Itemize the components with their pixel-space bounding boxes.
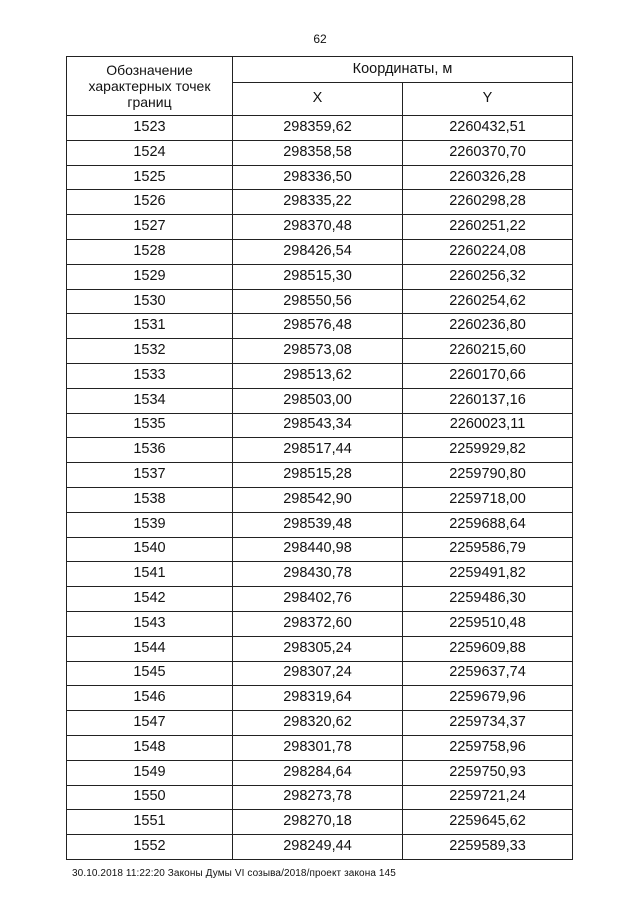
table-row bbox=[67, 363, 573, 388]
y-coordinate-cell: 2259718,00 bbox=[403, 487, 573, 512]
point-id-cell: 1541 bbox=[67, 562, 233, 587]
y-coordinate-cell: 2259589,33 bbox=[403, 835, 573, 860]
table-row bbox=[67, 165, 573, 190]
x-coordinate-cell: 298335,22 bbox=[233, 190, 403, 215]
y-coordinate-cell: 2259637,74 bbox=[403, 661, 573, 686]
point-id-cell: 1548 bbox=[67, 735, 233, 760]
table-row bbox=[67, 562, 573, 587]
x-coordinate-cell: 298359,62 bbox=[233, 116, 403, 141]
x-coordinate-cell: 298542,90 bbox=[233, 487, 403, 512]
y-coordinate-cell: 2259645,62 bbox=[403, 810, 573, 835]
table-row bbox=[67, 661, 573, 686]
y-coordinate-cell: 2260370,70 bbox=[403, 140, 573, 165]
y-coordinate-cell: 2260251,22 bbox=[403, 215, 573, 240]
y-coordinate-cell: 2259790,80 bbox=[403, 463, 573, 488]
table-row bbox=[67, 636, 573, 661]
point-id-cell: 1533 bbox=[67, 363, 233, 388]
table-row bbox=[67, 264, 573, 289]
table-row bbox=[67, 686, 573, 711]
point-id-cell: 1527 bbox=[67, 215, 233, 240]
table-row bbox=[67, 835, 573, 860]
point-id-cell: 1532 bbox=[67, 339, 233, 364]
table-row bbox=[67, 413, 573, 438]
y-coordinate-cell: 2259734,37 bbox=[403, 711, 573, 736]
point-id-cell: 1524 bbox=[67, 140, 233, 165]
point-id-cell: 1547 bbox=[67, 711, 233, 736]
y-coordinate-cell: 2260254,62 bbox=[403, 289, 573, 314]
table-row bbox=[67, 487, 573, 512]
y-coordinate-cell: 2260023,11 bbox=[403, 413, 573, 438]
table-row bbox=[67, 239, 573, 264]
table-row bbox=[67, 215, 573, 240]
y-coordinate-cell: 2260215,60 bbox=[403, 339, 573, 364]
x-coordinate-cell: 298539,48 bbox=[233, 512, 403, 537]
coordinates-table bbox=[66, 56, 573, 860]
x-coordinate-cell: 298358,58 bbox=[233, 140, 403, 165]
x-coordinate-cell: 298576,48 bbox=[233, 314, 403, 339]
x-coordinate-cell: 298503,00 bbox=[233, 388, 403, 413]
table-body bbox=[67, 116, 573, 860]
y-coordinate-cell: 2260236,80 bbox=[403, 314, 573, 339]
x-coordinate-cell: 298515,28 bbox=[233, 463, 403, 488]
x-coordinate-cell: 298402,76 bbox=[233, 587, 403, 612]
x-coordinate-cell: 298543,34 bbox=[233, 413, 403, 438]
point-id-cell: 1531 bbox=[67, 314, 233, 339]
point-id-cell: 1535 bbox=[67, 413, 233, 438]
x-coordinate-cell: 298307,24 bbox=[233, 661, 403, 686]
table-row bbox=[67, 190, 573, 215]
page-number: 62 bbox=[313, 32, 327, 46]
x-coordinate-cell: 298320,62 bbox=[233, 711, 403, 736]
table-row bbox=[67, 289, 573, 314]
y-coordinate-cell: 2260256,32 bbox=[403, 264, 573, 289]
x-coordinate-cell: 298440,98 bbox=[233, 537, 403, 562]
point-id-cell: 1550 bbox=[67, 785, 233, 810]
table-row bbox=[67, 760, 573, 785]
x-coordinate-cell: 298372,60 bbox=[233, 611, 403, 636]
table-row bbox=[67, 116, 573, 141]
y-coordinate-cell: 2259721,24 bbox=[403, 785, 573, 810]
table-row bbox=[67, 314, 573, 339]
x-coordinate-cell: 298305,24 bbox=[233, 636, 403, 661]
x-coordinate-cell: 298426,54 bbox=[233, 239, 403, 264]
x-coordinate-cell: 298284,64 bbox=[233, 760, 403, 785]
point-id-cell: 1528 bbox=[67, 239, 233, 264]
table-row bbox=[67, 735, 573, 760]
y-coordinate-cell: 2259750,93 bbox=[403, 760, 573, 785]
table-row bbox=[67, 438, 573, 463]
y-coordinate-cell: 2260326,28 bbox=[403, 165, 573, 190]
table-row bbox=[67, 463, 573, 488]
y-coordinate-cell: 2259929,82 bbox=[403, 438, 573, 463]
table-row bbox=[67, 512, 573, 537]
y-coordinate-cell: 2260224,08 bbox=[403, 239, 573, 264]
y-coordinate-cell: 2259586,79 bbox=[403, 537, 573, 562]
table-row bbox=[67, 611, 573, 636]
y-coordinate-cell: 2260298,28 bbox=[403, 190, 573, 215]
x-coordinate-cell: 298336,50 bbox=[233, 165, 403, 190]
point-id-cell: 1538 bbox=[67, 487, 233, 512]
point-id-cell: 1542 bbox=[67, 587, 233, 612]
x-coordinate-cell: 298270,18 bbox=[233, 810, 403, 835]
table-row bbox=[67, 810, 573, 835]
x-column-header: X bbox=[233, 83, 403, 116]
point-id-cell: 1529 bbox=[67, 264, 233, 289]
coordinates-header: Координаты, м bbox=[233, 57, 573, 83]
point-id-cell: 1525 bbox=[67, 165, 233, 190]
table-row bbox=[67, 785, 573, 810]
point-id-cell: 1546 bbox=[67, 686, 233, 711]
point-id-cell: 1526 bbox=[67, 190, 233, 215]
x-coordinate-cell: 298517,44 bbox=[233, 438, 403, 463]
document-footer: 30.10.2018 11:22:20 Законы Думы VI созыва/2018/проект закона 145 bbox=[72, 868, 396, 879]
x-coordinate-cell: 298319,64 bbox=[233, 686, 403, 711]
table-row bbox=[67, 339, 573, 364]
x-coordinate-cell: 298301,78 bbox=[233, 735, 403, 760]
point-id-cell: 1551 bbox=[67, 810, 233, 835]
y-coordinate-cell: 2260170,66 bbox=[403, 363, 573, 388]
x-coordinate-cell: 298573,08 bbox=[233, 339, 403, 364]
x-coordinate-cell: 298249,44 bbox=[233, 835, 403, 860]
y-coordinate-cell: 2259486,30 bbox=[403, 587, 573, 612]
x-coordinate-cell: 298550,56 bbox=[233, 289, 403, 314]
table-header bbox=[67, 57, 573, 116]
point-id-cell: 1539 bbox=[67, 512, 233, 537]
point-id-cell: 1549 bbox=[67, 760, 233, 785]
x-coordinate-cell: 298430,78 bbox=[233, 562, 403, 587]
table-row bbox=[67, 140, 573, 165]
point-id-cell: 1536 bbox=[67, 438, 233, 463]
y-column-header: Y bbox=[403, 83, 573, 116]
table-row bbox=[67, 587, 573, 612]
table-row bbox=[67, 388, 573, 413]
x-coordinate-cell: 298513,62 bbox=[233, 363, 403, 388]
x-coordinate-cell: 298515,30 bbox=[233, 264, 403, 289]
y-coordinate-cell: 2259758,96 bbox=[403, 735, 573, 760]
y-coordinate-cell: 2259679,96 bbox=[403, 686, 573, 711]
point-id-cell: 1545 bbox=[67, 661, 233, 686]
y-coordinate-cell: 2259510,48 bbox=[403, 611, 573, 636]
table-row bbox=[67, 711, 573, 736]
point-id-cell: 1544 bbox=[67, 636, 233, 661]
x-coordinate-cell: 298273,78 bbox=[233, 785, 403, 810]
y-coordinate-cell: 2259609,88 bbox=[403, 636, 573, 661]
point-id-cell: 1552 bbox=[67, 835, 233, 860]
point-id-cell: 1530 bbox=[67, 289, 233, 314]
y-coordinate-cell: 2259688,64 bbox=[403, 512, 573, 537]
point-designation-header: Обозначение характерных точек границ bbox=[67, 57, 233, 116]
table-row bbox=[67, 537, 573, 562]
y-coordinate-cell: 2260432,51 bbox=[403, 116, 573, 141]
point-id-cell: 1523 bbox=[67, 116, 233, 141]
y-coordinate-cell: 2259491,82 bbox=[403, 562, 573, 587]
point-id-cell: 1543 bbox=[67, 611, 233, 636]
y-coordinate-cell: 2260137,16 bbox=[403, 388, 573, 413]
point-id-cell: 1540 bbox=[67, 537, 233, 562]
point-id-cell: 1537 bbox=[67, 463, 233, 488]
x-coordinate-cell: 298370,48 bbox=[233, 215, 403, 240]
point-id-cell: 1534 bbox=[67, 388, 233, 413]
